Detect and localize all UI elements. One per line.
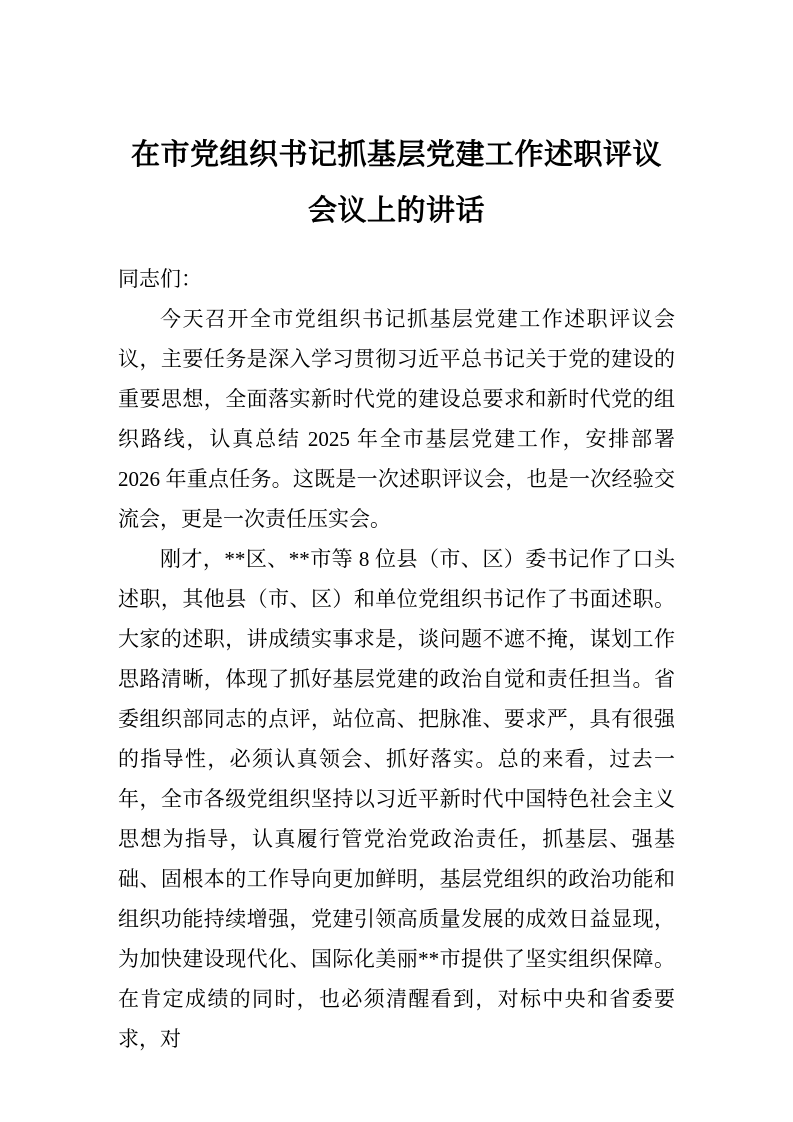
document-body	[118, 259, 675, 1059]
body-paragraph: 刚才，**区、**市等 8 位县（市、区）委书记作了口头述职，其他县（市、区）和单位党组织书记作了书面述职。大家的述职，讲成绩实事求是，谈问题不遮不掩，谋划工作思路清晰，体现了抓好基层党建的政治自觉和责任担当。省委组织部同志的点评，站位高、把脉准、要求严，具有很强的指导性，必须认真领会、抓好落实。总的来看，过去一年，全市各级党组织坚持以习近平新时代中国特色社会主义思想为指导，认真履行管党治党政治责任，抓基层、强基础、固根本的工作导向更加鲜明，基层党组织的政治功能和组织功能持续增强，党建引领高质量发展的成效日益显现，为加快建设现代化、国际化美丽**市提供了坚实组织保障。在肯定成绩的同时，也必须清醒看到，对标中央和省委要求，对	[118, 547, 675, 1052]
page-title-line-2: 会议上的讲话	[307, 195, 485, 228]
page-title	[118, 127, 675, 239]
body-paragraph: 今天召开全市党组织书记抓基层党建工作述职评议会议，主要任务是深入学习贯彻习近平总书记关于党的建设的重要思想，全面落实新时代党的建设总要求和新时代党的组织路线，认真总结 2025 年全市基层党建工作，安排部署 2026 年重点任务。这既是一次述职评议会，也是一次经验交流会，更是一次责任压实会。	[118, 307, 675, 532]
salutation: 同志们：	[118, 267, 202, 292]
page-title-line-1: 在市党组织书记抓基层党建工作述职评议	[130, 139, 662, 172]
